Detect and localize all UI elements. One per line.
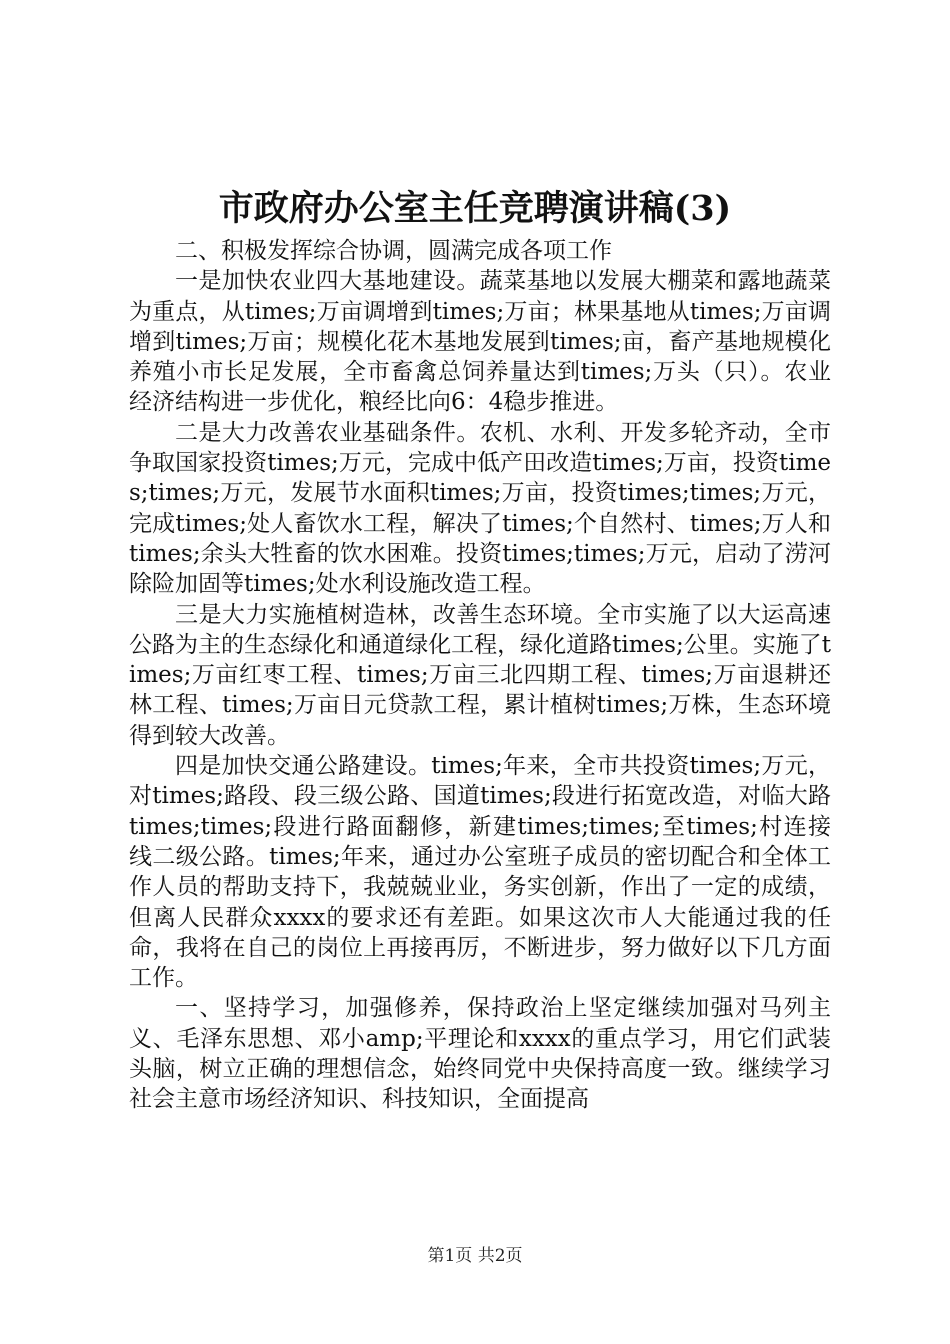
paragraph-section-heading: 二、积极发挥综合协调，圆满完成各项工作 <box>175 238 612 264</box>
paragraph-afforestation: 三是大力实施植树造林，改善生态环境。全市实施了以大运高速公路为主的生态绿化和通道绿化工程，绿化道路times;公里。实施了times;万亩红枣工程、times;万亩三北四期工程、times;万亩退耕还林工程、times;万亩日元贷款工程，累计植树times;万株，生态环境得到较大改善。 <box>129 601 831 749</box>
paragraph-agriculture-bases: 一是加快农业四大基地建设。蔬菜基地以发展大棚菜和露地蔬菜为重点，从times;万亩调增到times;万亩；林果基地从times;万亩调增到times;万亩；规模化花木基地发展到times;亩，畜产基地规模化养殖小市长足发展，全市畜禽总饲养量达到times;万头（只）。农业经济结构进一步优化，粮经比向6：4稳步推进。 <box>129 268 831 416</box>
document-title: 市政府办公室主任竞聘演讲稿(3) <box>218 188 732 229</box>
paragraph-agriculture-infrastructure: 二是大力改善农业基础条件。农机、水利、开发多轮齐动，全市争取国家投资times;万元，完成中低产田改造times;万亩，投资times;times;万元，发展节水面积times;万亩，投资times;times;万元，完成times;处人畜饮水工程，解决了times;个自然村、times;万人和times;余头大牲畜的饮水困难。投资times;times;万元，启动了涝河除险加固等times;处水利设施改造工程。 <box>129 419 831 598</box>
paragraph-transportation: 四是加快交通公路建设。times;年来，全市共投资times;万元，对times;路段、段三级公路、国道times;段进行拓宽改造，对临大路times;times;段进行路面翻修，新建times;times;至times;村连接线二级公路。times;年来，通过办公室班子成员的密切配合和全体工作人员的帮助支持下，我兢兢业业，务实创新，作出了一定的成绩，但离人民群众xxxx的要求还有差距。如果这次市人大能通过我的任命，我将在自己的岗位上再接再厉，不断进步，努力做好以下几方面工作。 <box>129 753 831 992</box>
paragraph-study-commitment: 一、坚持学习，加强修养，保持政治上坚定继续加强对马列主义、毛泽东思想、邓小amp;平理论和xxxx的重点学习，用它们武装头脑，树立正确的理想信念，始终同党中央保持高度一致。继续学习社会主意市场经济知识、科技知识，全面提高 <box>129 995 831 1113</box>
document-body <box>129 236 831 1115</box>
page-footer: 第1页 共2页 <box>427 1246 523 1266</box>
